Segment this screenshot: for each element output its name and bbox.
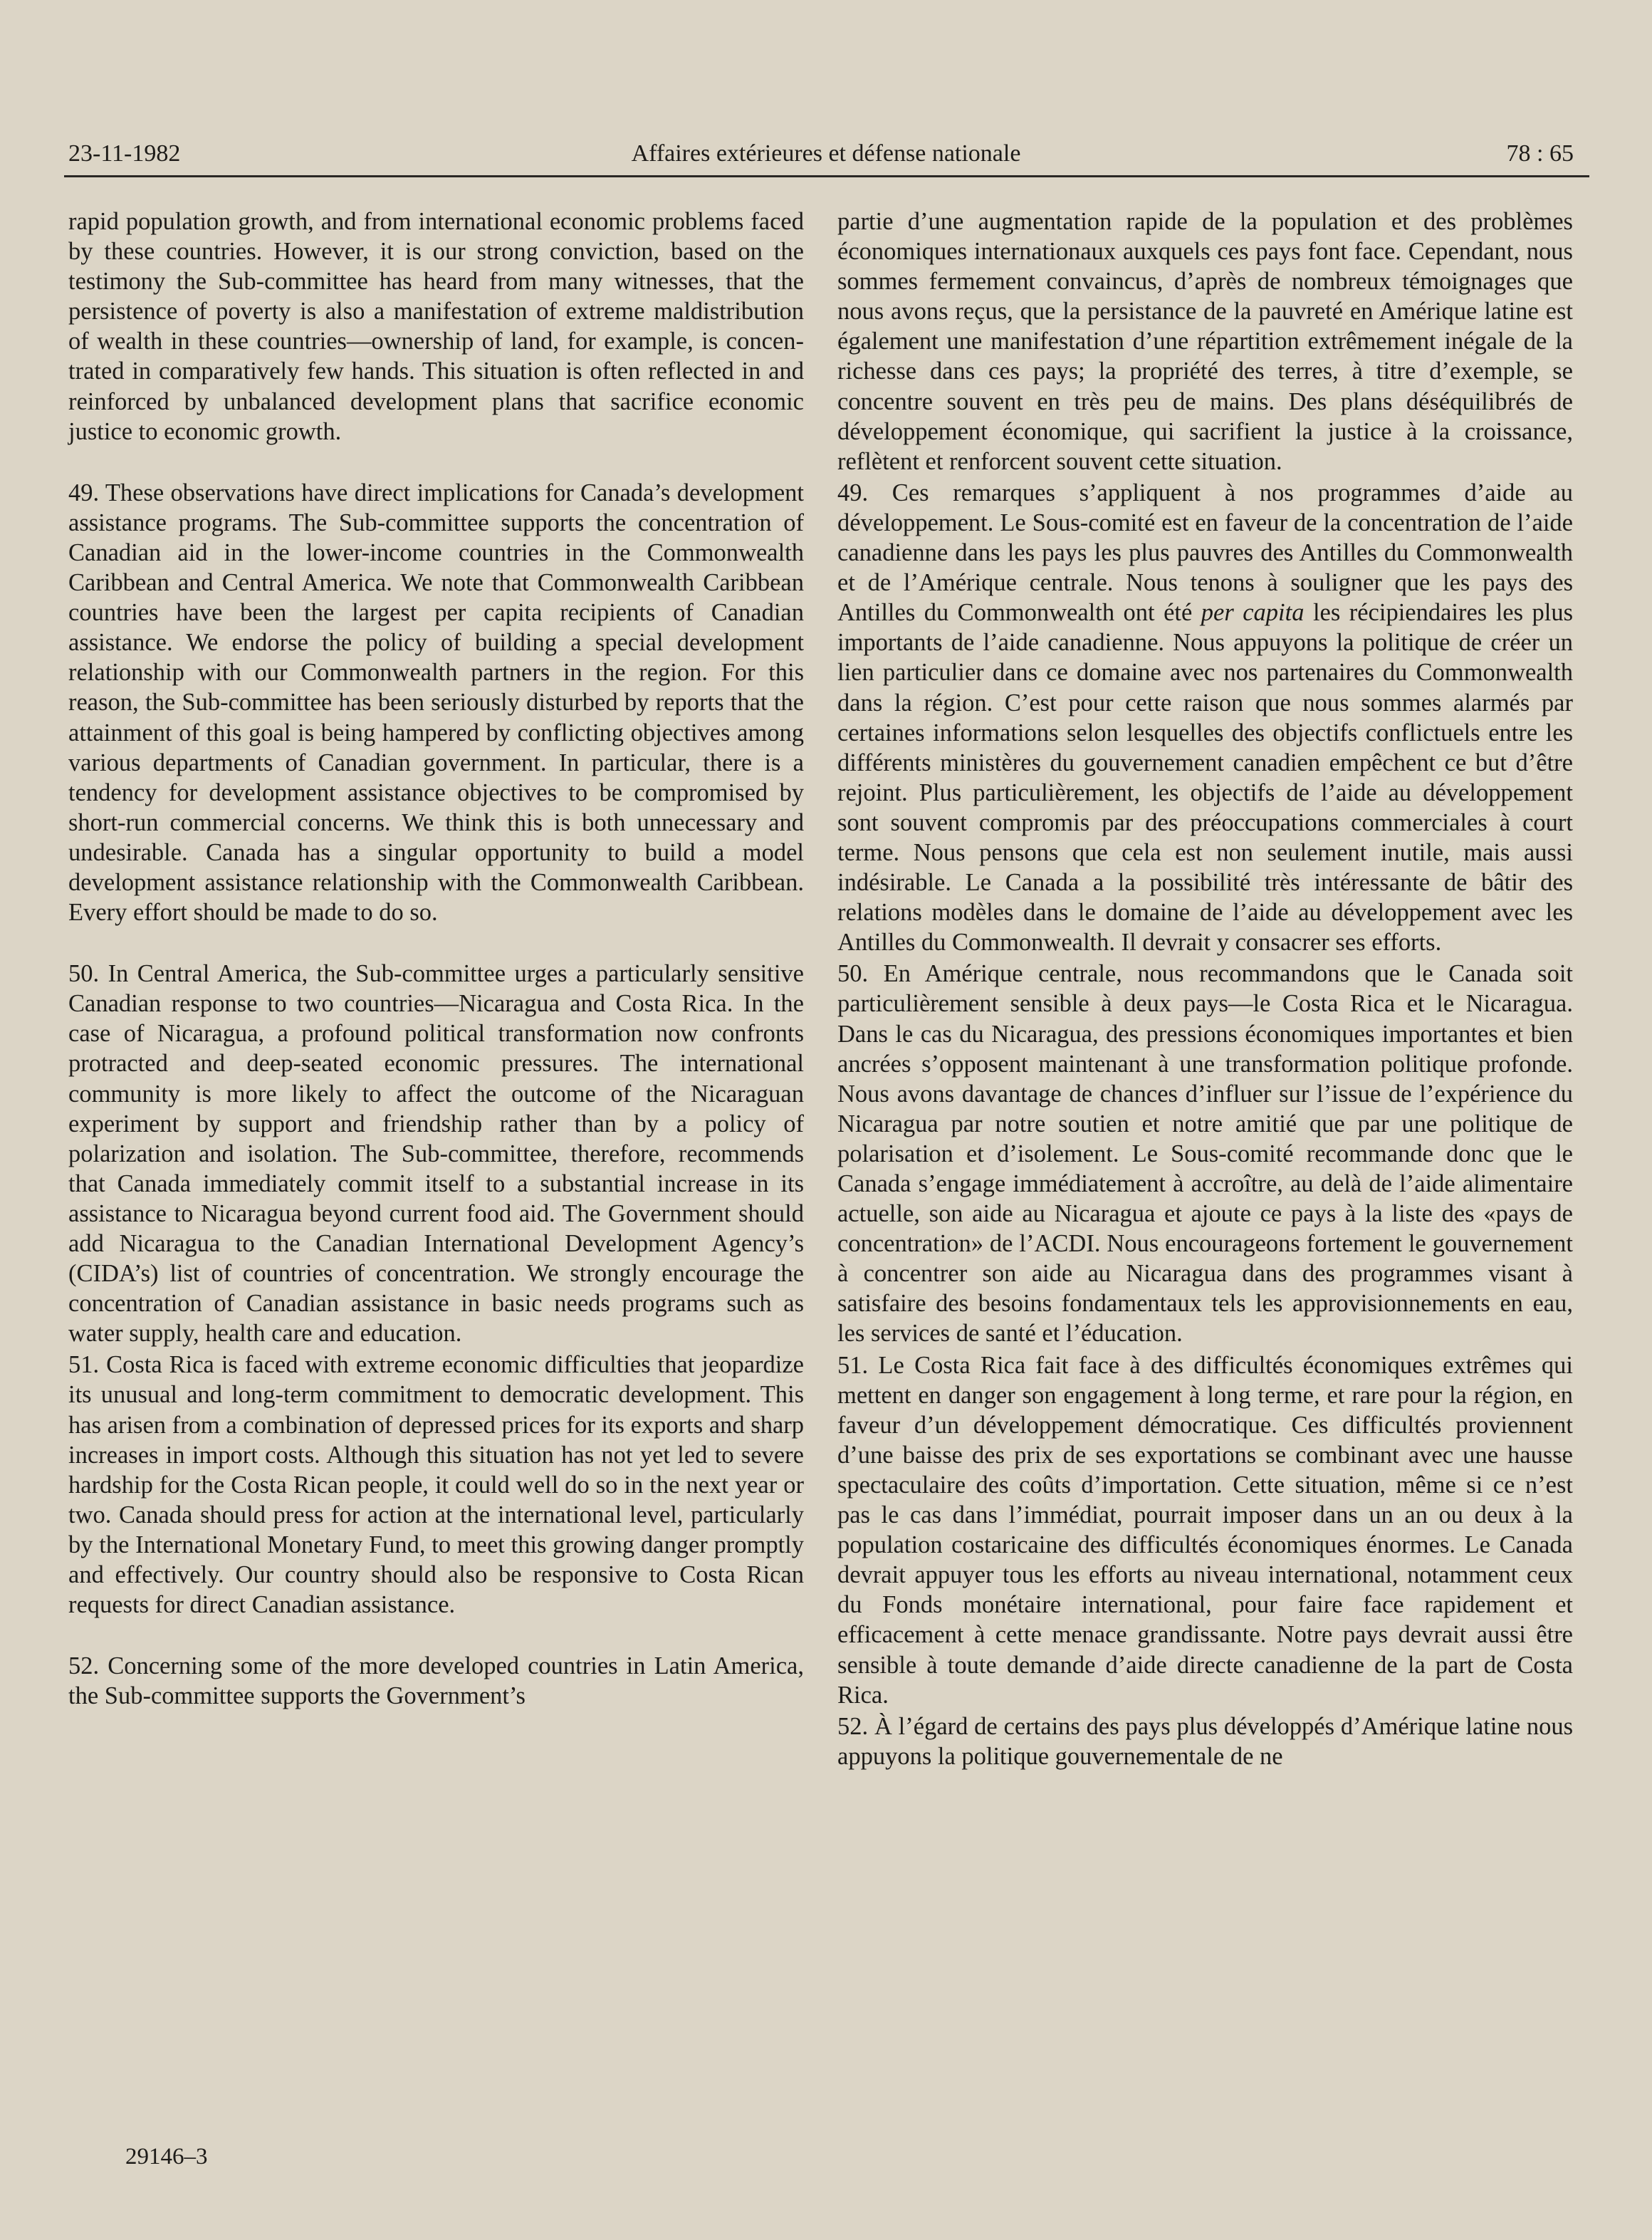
french-column — [837, 207, 1573, 1771]
french-paragraph-49-italic: per capita — [1201, 599, 1305, 627]
french-paragraph-52: 52. À l’égard de certains des pays plus développés d’Amérique latine nous appuyons la politique gouvernementale de ne — [837, 1712, 1573, 1770]
footer-code: 29146–3 — [125, 2144, 208, 2169]
header-page-number: 78 : 65 — [1506, 140, 1574, 167]
header-title: Affaires extérieures et défense nationale — [631, 140, 1021, 167]
header-date: 23-11-1982 — [68, 140, 181, 167]
english-column — [68, 207, 804, 1711]
french-paragraph-50: 50. En Amérique centrale, nous recommandons que le Canada soit particulièrement sensible à deux pays—le Costa Rica et le Nicaragua. Dans le cas du Nicaragua, des pressions économiques importantes et bien ancrées s’opposent maintenant à une transformation politique profonde. Nous avons davantage de chances d’influer sur l’issue de l’expérience du Nicaragua par notre soutien et notre amitié que par une politique de polarisation et d’isolement. Le Sous-comité recommande donc que le Canada s’engage immédiatement à accroître, au delà de l’aide alimentaire actuelle, son aide au Nicaragua et ajoute ce pays à la liste des «pays de concentration» de l’ACDI. Nous encourageons fortement le gouvernement à concentrer son aide au Nicaragua dans des programmes visant à satisfaire des besoins fondamentaux tels les approvisionnements en eau, les services de santé et l’éducation. — [837, 960, 1573, 1348]
french-paragraph-49-end: les récipiendaires les plus importants de l’aide canadienne. Nous appuyons la politique de créer un lien particulier dans ce domaine avec nos partenaires du Commonwealth dans la région. C’est pour cette raison que nous sommes alarmés par certaines informations selon lesquelles des objectifs conflictuels entre les différents ministères du gouvernement canadien empêchent ce but d’être rejoint. Plus particulièrement, les objectifs de l’aide au développement sont souvent compromis par des préoccupations commerciales à court terme. Nous pensons que cela est non seulement inutile, mais aussi indésirable. Le Canada a la possibilité très intéressante de bâtir des relations modèles dans le domaine de l’aide au développement avec les Antilles du Commonwealth. Il devrait y consacrer ses efforts. — [837, 599, 1573, 957]
english-paragraph-50: 50. In Central America, the Sub-committee urges a particularly sensitive Canadian response to two countries—Nicaragua and Costa Rica. In the case of Nicaragua, a profound political transformation now confronts protracted and deep-seated economic pressures. The international community is more likely to affect the outcome of the Nicaraguan experiment by support and friendship rather than by a policy of polarization and isolation. The Sub-committee, therefore, recommends that Canada immediately commit itself to a substantial increase in its assistance to Nicaragua beyond current food aid. The Government should add Nicaragua to the Canadian International Development Agency’s (CIDA’s) list of countries of concentration. We strongly encourage the concentration of Canadian assistance in basic needs programs such as water supply, health care and education. — [68, 960, 804, 1348]
french-paragraph-49 — [837, 478, 1573, 958]
english-intro-paragraph: rapid population growth, and from international economic problems faced by these countries. However, it is our strong conviction, based on the testimony the Sub-committee has heard from many witnesses, that the persistence of poverty is also a manifestation of extreme maldistribution of wealth in these countries—ownership of land, for example, is concentrated in comparatively few hands. This situation is often reflected in and reinforced by unbalanced development plans that sacrifice economic justice to economic growth. — [68, 208, 804, 445]
english-paragraph-51: 51. Costa Rica is faced with extreme economic difficulties that jeopardize its unusual and long-term commitment to democratic development. This has arisen from a combination of depressed prices for its exports and sharp increases in import costs. Although this situation has not yet led to severe hardship for the Costa Rican people, it could well do so in the next year or two. Canada should press for action at the international level, particularly by the International Monetary Fund, to meet this growing danger promptly and effectively. Our country should also be responsive to Costa Rican requests for direct Canadian assistance. — [68, 1351, 804, 1619]
french-paragraph-49-start: 49. Ces remarques s’appliquent à nos programmes d’aide au développement. Le Sous-comité est en faveur de la concentration de l’aide canadienne dans les pays les plus pauvres des Antilles du Commonwealth et de l’Amérique centrale. Nous tenons à souligner que les pays des Antilles du Commonwealth ont été — [837, 479, 1573, 627]
french-intro-paragraph: partie d’une augmentation rapide de la population et des problèmes économiques internationaux auxquels ces pays font face. Cependant, nous sommes fermement convaincus, d’après de nombreux témoignages que nous avons reçus, que la persistance de la pauvreté en Amérique latine est également une manifestation d’une répartition extrêmement inégale de la richesse dans ces pays; la propriété des terres, à titre d’exemple, se concentre souvent en très peu de mains. Des plans déséquilibrés de développement économique, qui sacrifient la justice à la croissance, reflètent et renforcent souvent cette situation. — [837, 208, 1573, 475]
french-paragraph-51: 51. Le Costa Rica fait face à des difficultés économiques extrêmes qui mettent en danger son engagement à long terme, et rare pour la région, en faveur d’un développement démocratique. Ces difficultés proviennent d’une baisse des prix de ses exportations se combinant avec une hausse spectaculaire des coûts d’importation. Cette situation, même si ce n’est pas le cas dans l’immédiat, pourrait imposer dans un an ou deux à la population costaricaine des difficultés économiques énormes. Le Canada devrait appuyer tous les efforts au niveau international, notamment ceux du Fonds monétaire international, pour faire face rapidement et efficacement à cette menace grandissante. Notre pays devrait aussi être sensible à toute demande d’aide directe canadienne de la part de Costa Rica. — [837, 1351, 1573, 1709]
english-paragraph-52: 52. Concerning some of the more developed countries in Latin America, the Sub-committee supports the Government’s — [68, 1652, 804, 1710]
header-rule — [64, 175, 1589, 177]
english-paragraph-49: 49. These observations have direct implications for Canada’s development assistance programs. The Sub-committee supports the concentration of Canadian aid in the lower-income countries in the Commonwealth Caribbean and Central America. We note that Commonwealth Caribbean countries have been the largest per capita recipients of Canadian assistance. We endorse the policy of building a special development relationship with our Commonwealth partners in the region. For this reason, the Sub-committee has been seriously disturbed by reports that the attainment of this goal is being hampered by conflicting objectives among various departments of Canadian government. In particular, there is a tendency for development assistance objectives to be compromised by short-run commercial concerns. We think this is both unnecessary and undesirable. Canada has a singular opportunity to build a model development assistance relationship with the Commonwealth Caribbean. Every effort should be made to do so. — [68, 479, 804, 927]
